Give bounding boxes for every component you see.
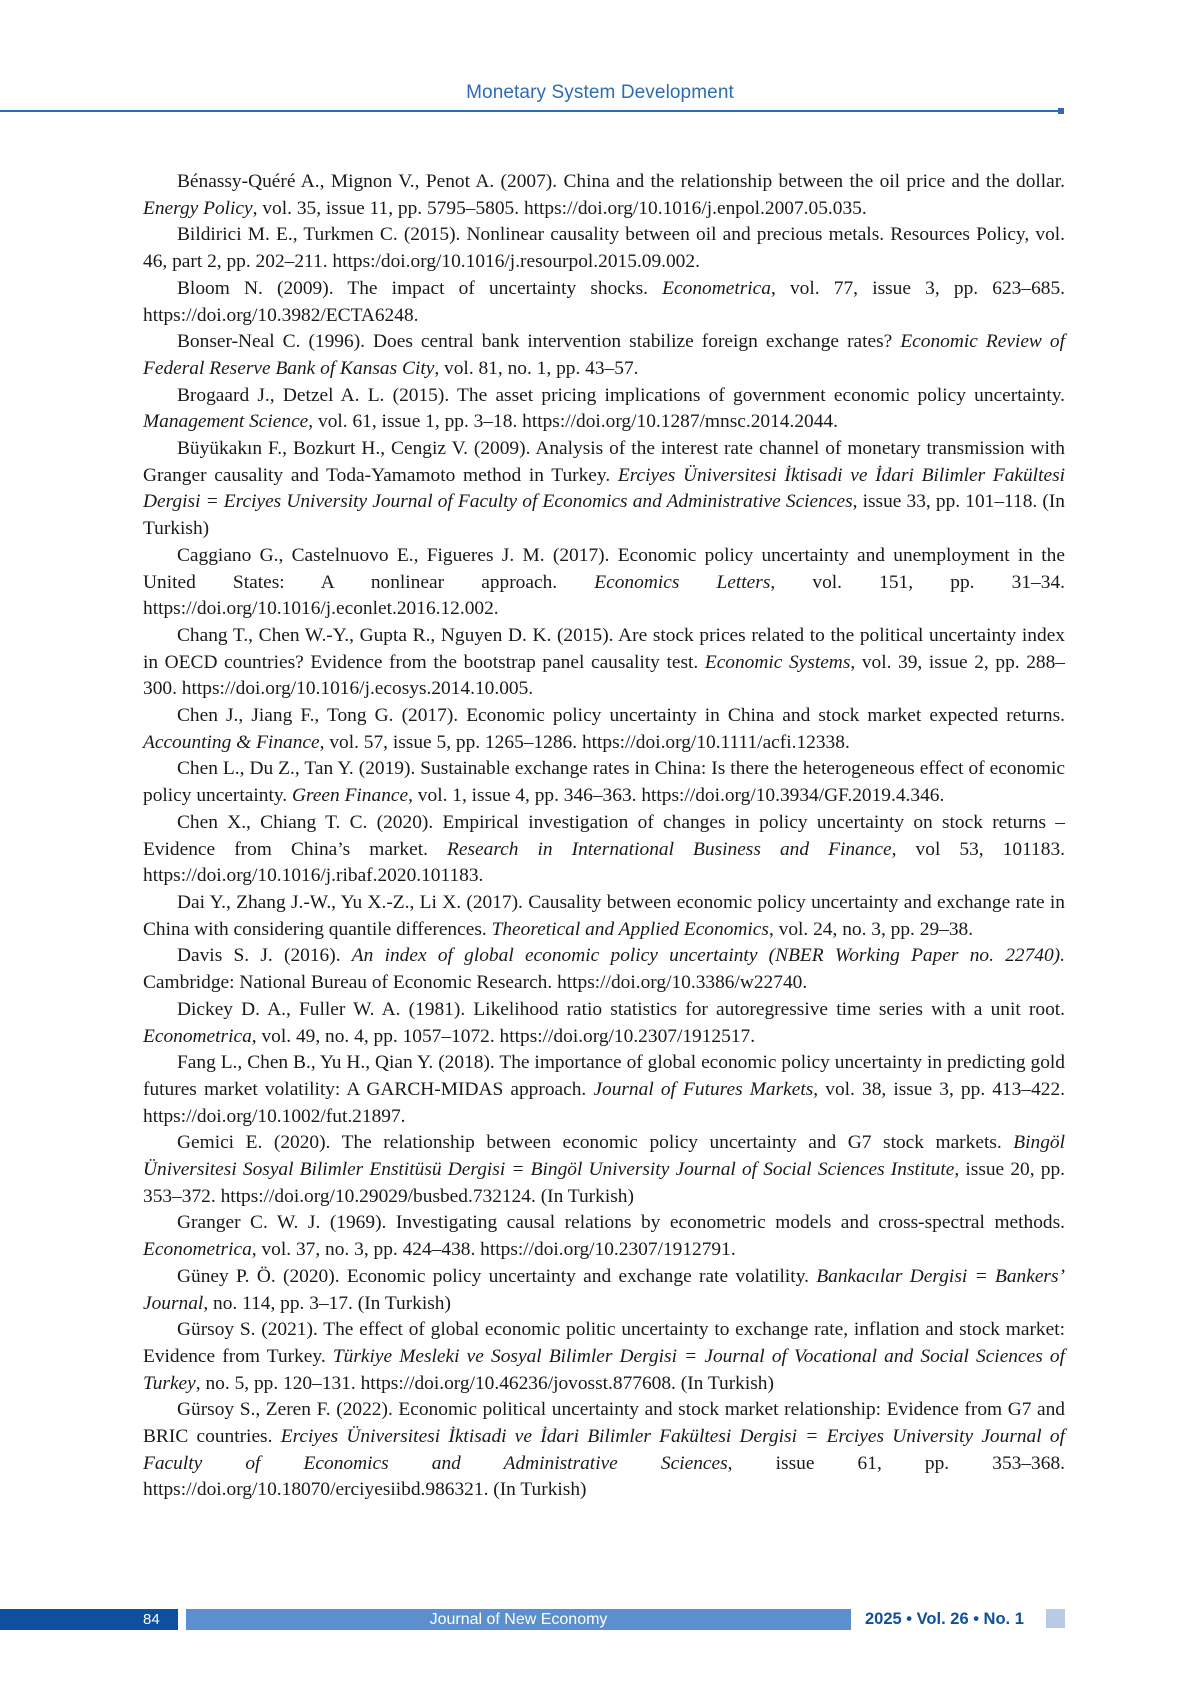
reference-ital-text: Economics Letters (594, 572, 770, 593)
reference-ital-text: Erciyes Üniversitesi İktisadi ve İdari Bilimler Fakültesi Dergisi = Erciyes University Journal of Faculty of Economics and Administrative Sciences (143, 1426, 1065, 1474)
reference-entry (143, 756, 1065, 809)
reference-entry (143, 997, 1065, 1050)
reference-entry (143, 329, 1065, 382)
reference-pre-text: Caggiano G., Castelnuovo E., Figueres J. M. (2017). Economic policy uncertainty and unemployment in the United States: A nonlinear approach. (143, 545, 1065, 593)
reference-pre-text: Gemici E. (2020). The relationship between economic policy uncertainty and G7 stock markets. (177, 1132, 1013, 1153)
reference-ital-text: Bankacılar Dergisi = Bankers’ Journal (143, 1266, 1065, 1314)
reference-entry (143, 810, 1065, 890)
reference-pre-text: Bildirici M. E., Turkmen C. (2015). Nonlinear causality between oil and precious metals. Resources Policy, vol. 46, part 2, pp. 202–211. https:/doi.org/10.1016/j.resourpol.2015.09.002. (143, 224, 1065, 272)
reference-post-text: , no. 5, pp. 120–131. https://doi.org/10.46236/jovosst.877608. (In Turkish) (196, 1373, 774, 1394)
reference-entry (143, 1264, 1065, 1317)
reference-pre-text: Brogaard J., Detzel A. L. (2015). The asset pricing implications of government economic policy uncertainty. (177, 385, 1065, 406)
reference-ital-text: Journal of Futures Markets (593, 1079, 813, 1100)
reference-pre-text: Dai Y., Zhang J.-W., Yu X.-Z., Li X. (2017). Causality between economic policy uncertainty and exchange rate in China with considering quantile differences. (143, 892, 1065, 940)
reference-post-text: , issue 61, pp. 353–368. https://doi.org/10.18070/erciyesiibd.986321. (In Turkish) (143, 1453, 1065, 1501)
reference-post-text: , vol. 1, issue 4, pp. 346–363. https://doi.org/10.3934/GF.2019.4.346. (408, 785, 944, 806)
reference-post-text: , vol. 39, issue 2, pp. 288–300. https://doi.org/10.1016/j.ecosys.2014.10.005. (143, 652, 1065, 700)
reference-entry (143, 222, 1065, 275)
reference-pre-text: Bénassy-Quéré A., Mignon V., Penot A. (2007). China and the relationship between the oil price and the dollar. (177, 171, 1065, 192)
reference-post-text: , vol 53, 101183. https://doi.org/10.1016/j.ribaf.2020.101183. (143, 839, 1065, 887)
reference-entry (143, 623, 1065, 703)
journal-name: Journal of New Economy (186, 1609, 851, 1630)
reference-post-text: , vol. 61, issue 1, pp. 3–18. https://doi.org/10.1287/mnsc.2014.2044. (308, 411, 838, 432)
reference-pre-text: Chen L., Du Z., Tan Y. (2019). Sustainable exchange rates in China: Is there the heterogeneous effect of economic policy uncertainty. (143, 758, 1065, 806)
reference-post-text: , no. 114, pp. 3–17. (In Turkish) (203, 1293, 451, 1314)
reference-ital-text: Economic Review of Federal Reserve Bank of Kansas City (143, 331, 1065, 379)
issue-info: 2025 • Vol. 26 • No. 1 (865, 1609, 1024, 1630)
reference-entry (143, 1317, 1065, 1397)
reference-pre-text: Fang L., Chen B., Yu H., Qian Y. (2018). The importance of global economic policy uncertainty in predicting gold futures market volatility: A GARCH-MIDAS approach. (143, 1052, 1065, 1100)
reference-entry (143, 890, 1065, 943)
reference-post-text: , vol. 57, issue 5, pp. 1265–1286. https://doi.org/10.1111/acfi.12338. (320, 732, 850, 753)
reference-post-text: , vol. 37, no. 3, pp. 424–438. https://doi.org/10.2307/1912791. (252, 1239, 736, 1260)
reference-ital-text: Economic Systems (705, 652, 851, 673)
reference-pre-text: Gürsoy S., Zeren F. (2022). Economic political uncertainty and stock market relationship: Evidence from G7 and BRIC countries. (143, 1399, 1065, 1447)
reference-ital-text: Econometrica (143, 1026, 252, 1047)
footer-square (1046, 1609, 1065, 1628)
reference-post-text: Cambridge: National Bureau of Economic Research. https://doi.org/10.3386/w22740. (143, 972, 807, 993)
reference-pre-text: Güney P. Ö. (2020). Economic policy uncertainty and exchange rate volatility. (177, 1266, 816, 1287)
page-number: 84 (143, 1609, 160, 1630)
reference-entry (143, 703, 1065, 756)
reference-ital-text: Energy Policy (143, 198, 253, 219)
reference-post-text: , issue 20, pp. 353–372. https://doi.org/10.29029/busbed.732124. (In Turkish) (143, 1159, 1065, 1207)
reference-post-text: , issue 33, pp. 101–118. (In Turkish) (143, 491, 1065, 539)
reference-pre-text: Granger C. W. J. (1969). Investigating causal relations by econometric models and cross-spectral methods. (177, 1212, 1065, 1233)
reference-ital-text: Management Science (143, 411, 308, 432)
header-rule-end-square (1058, 108, 1064, 114)
reference-pre-text: Chen J., Jiang F., Tong G. (2017). Economic policy uncertainty in China and stock market expected returns. (177, 705, 1065, 726)
reference-ital-text: Green Finance (292, 785, 408, 806)
reference-pre-text: Dickey D. A., Fuller W. A. (1981). Likelihood ratio statistics for autoregressive time series with a unit root. (177, 999, 1065, 1020)
reference-pre-text: Chang T., Chen W.-Y., Gupta R., Nguyen D. K. (2015). Are stock prices related to the political uncertainty index in OECD countries? Evidence from the bootstrap panel causality test. (143, 625, 1065, 673)
reference-list (143, 169, 1065, 1504)
reference-pre-text: Gürsoy S. (2021). The effect of global economic politic uncertainty to exchange rate, inflation and stock market: Evidence from Turkey. (143, 1319, 1065, 1367)
reference-pre-text: Bloom N. (2009). The impact of uncertainty shocks. (177, 278, 662, 299)
reference-post-text: , vol. 38, issue 3, pp. 413–422. https://doi.org/10.1002/fut.21897. (143, 1079, 1065, 1127)
reference-entry (143, 383, 1065, 436)
reference-entry (143, 169, 1065, 222)
reference-entry (143, 276, 1065, 329)
reference-entry (143, 1130, 1065, 1210)
reference-entry (143, 1210, 1065, 1263)
reference-post-text: , vol. 35, issue 11, pp. 5795–5805. https://doi.org/10.1016/j.enpol.2007.05.035. (253, 198, 867, 219)
reference-ital-text: Accounting & Finance (143, 732, 320, 753)
reference-ital-text: Erciyes Üniversitesi İktisadi ve İdari Bilimler Fakültesi Dergisi = Erciyes University Journal of Faculty of Economics and Administrative Sciences (143, 465, 1065, 513)
reference-pre-text: Chen X., Chiang T. C. (2020). Empirical investigation of changes in policy uncertainty on stock returns – Evidence from China’s market. (143, 812, 1065, 860)
running-header-title: Monetary System Development (0, 82, 1200, 104)
reference-ital-text: Econometrica (662, 278, 771, 299)
reference-post-text: , vol. 81, no. 1, pp. 43–57. (434, 358, 638, 379)
reference-entry (143, 436, 1065, 543)
reference-entry (143, 1397, 1065, 1504)
reference-ital-text: Theoretical and Applied Economics (492, 919, 769, 940)
reference-pre-text: Bonser-Neal C. (1996). Does central bank intervention stabilize foreign exchange rates? (177, 331, 900, 352)
reference-ital-text: An index of global economic policy uncertainty (NBER Working Paper no. 22740). (352, 945, 1065, 966)
reference-ital-text: Econometrica (143, 1239, 252, 1260)
reference-entry (143, 943, 1065, 996)
reference-entry (143, 543, 1065, 623)
reference-ital-text: Research in International Business and Finance (447, 839, 892, 860)
reference-post-text: , vol. 49, no. 4, pp. 1057–1072. https://doi.org/10.2307/1912517. (252, 1026, 755, 1047)
reference-entry (143, 1050, 1065, 1130)
reference-ital-text: Bingöl Üniversitesi Sosyal Bilimler Enstitüsü Dergisi = Bingöl University Journal of Social Sciences Institute (143, 1132, 1065, 1180)
reference-pre-text: Büyükakın F., Bozkurt H., Cengiz V. (2009). Analysis of the interest rate channel of monetary transmission with Granger causality and Toda-Yamamoto method in Turkey. (143, 438, 1065, 486)
reference-post-text: , vol. 77, issue 3, pp. 623–685. https://doi.org/10.3982/ECTA6248. (143, 278, 1065, 326)
reference-post-text: , vol. 151, pp. 31–34. https://doi.org/10.1016/j.econlet.2016.12.002. (143, 572, 1065, 620)
reference-pre-text: Davis S. J. (2016). (177, 945, 352, 966)
reference-post-text: , vol. 24, no. 3, pp. 29–38. (769, 919, 973, 940)
reference-ital-text: Türkiye Mesleki ve Sosyal Bilimler Dergisi = Journal of Vocational and Social Sciences of Turkey (143, 1346, 1065, 1394)
header-rule (0, 110, 1060, 112)
